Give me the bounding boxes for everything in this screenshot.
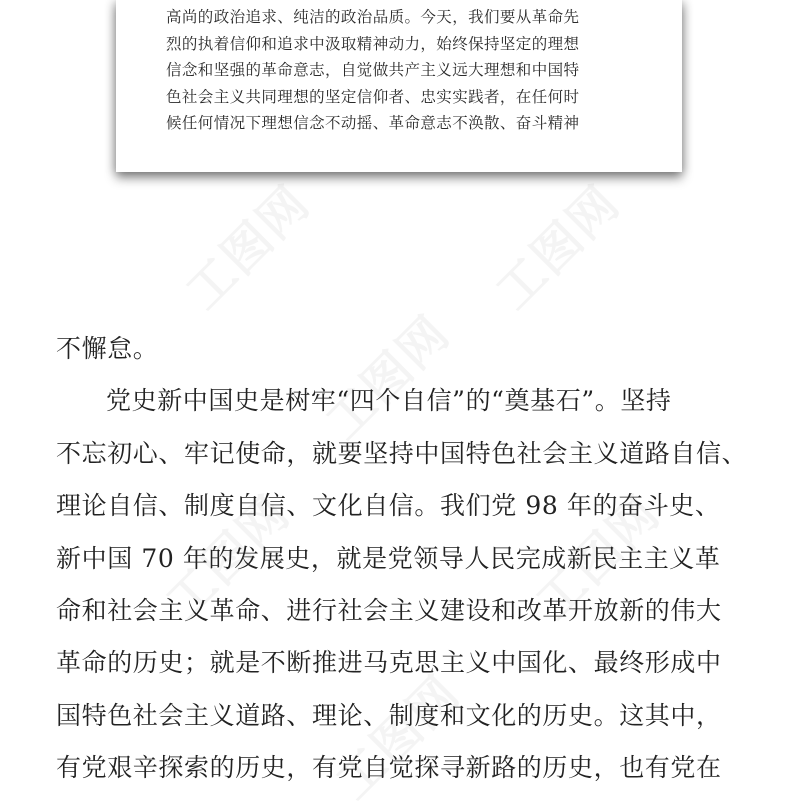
body-line: 新中国 70 年的发展史，就是党领导人民完成新民主主义革	[56, 543, 721, 573]
body-line: 命和社会主义革命、进行社会主义建设和改革开放新的伟大	[56, 596, 722, 626]
body-text	[56, 323, 756, 795]
card-line: 候任何情况下理想信念不动摇、革命意志不涣散、奋斗精神	[166, 114, 580, 132]
watermark	[478, 167, 633, 322]
body-line: 革命的历史；就是不断推进马克思主义中国化、最终形成中	[56, 648, 722, 678]
body-line: 理论自信、制度自信、文化自信。我们党 98 年的奋斗史、	[56, 491, 721, 521]
quote-card	[116, 0, 682, 172]
paragraph-start-line: 党史新中国史是树牢“四个自信”的“奠基石”。坚持	[106, 386, 672, 416]
card-line: 信念和坚强的革命意志，自觉做共产主义远大理想和中国特	[166, 61, 580, 79]
body-line: 不忘初心、牢记使命，就要坚持中国特色社会主义道路自信、	[56, 438, 748, 468]
card-line: 色社会主义共同理想的坚定信仰者、忠实实践者，在任何时	[166, 87, 580, 106]
card-line: 高尚的政治追求、纯洁的政治品质。今天，我们要从革命先	[166, 8, 580, 26]
card-line: 烈的执着信仰和追求中汲取精神动力，始终保持坚定的理想	[166, 34, 580, 53]
watermark	[168, 167, 323, 322]
body-line: 国特色社会主义道路、理论、制度和文化的历史。这其中，	[56, 700, 722, 730]
body-line: 不懈怠。	[56, 334, 159, 363]
body-line: 有党艰辛探索的历史，有党自觉探寻新路的历史，也有党在	[56, 753, 722, 783]
